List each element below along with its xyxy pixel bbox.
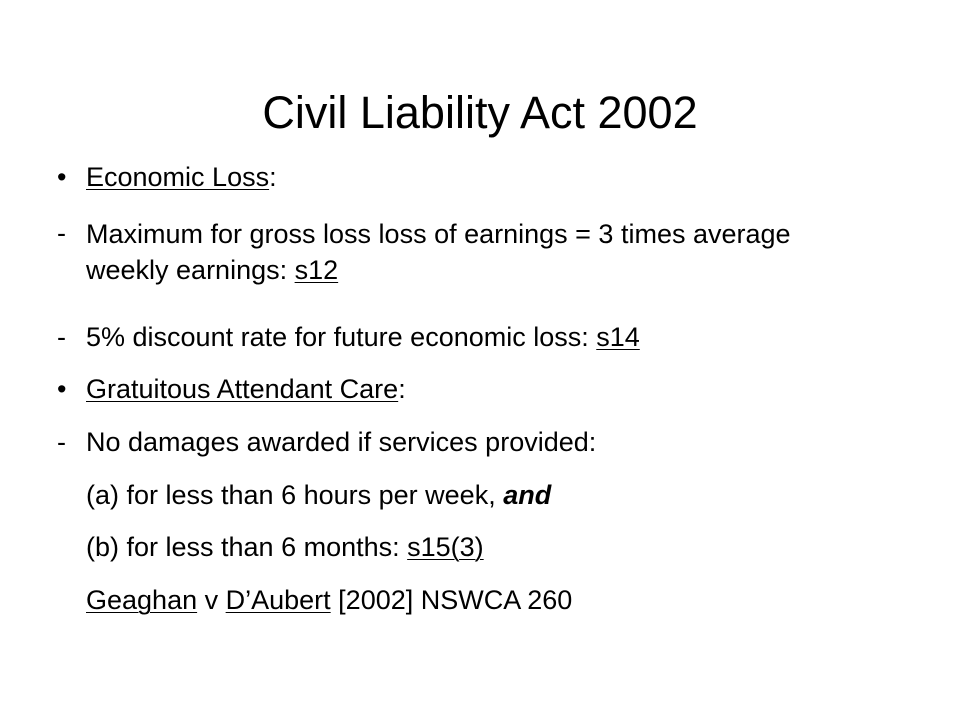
condition-b-text: (b) for less than 6 months: (86, 532, 408, 562)
max-gross-loss-text: Maximum for gross loss loss of earnings = 3 times average weekly earnings: (86, 219, 791, 285)
case-party-2: D’Aubert (225, 585, 331, 615)
gratuitous-care-item (86, 372, 406, 406)
slide-title: Civil Liability Act 2002 (262, 87, 698, 138)
gratuitous-care-heading: Gratuitous Attendant Care (86, 374, 399, 404)
case-reference: [2002] NSWCA 260 (330, 585, 573, 615)
dash-marker: - (57, 218, 66, 248)
condition-a-text: (a) for less than 6 hours per week, (86, 480, 504, 510)
dash-marker: - (57, 427, 66, 457)
dash-marker: - (57, 322, 66, 352)
bullet-marker: • (57, 374, 67, 404)
condition-b-item (86, 530, 484, 564)
case-party-1: Geaghan (86, 585, 198, 615)
case-citation (86, 583, 572, 617)
colon: : (269, 162, 277, 192)
condition-a-emphasis: and (503, 480, 552, 510)
discount-rate-text: 5% discount rate for future economic loss: (86, 322, 597, 352)
bullet-marker: • (57, 162, 67, 192)
max-gross-loss-item (86, 216, 866, 288)
no-damages-item: No damages awarded if services provided: (86, 427, 597, 457)
section-ref-s15-3: s15(3) (407, 532, 484, 562)
colon: : (398, 374, 406, 404)
economic-loss-item (86, 160, 277, 194)
discount-rate-item (86, 320, 640, 354)
section-ref-s14: s14 (596, 322, 640, 352)
case-versus: v (197, 585, 226, 615)
condition-a-item (86, 478, 551, 512)
section-ref-s12: s12 (294, 255, 339, 285)
economic-loss-heading: Economic Loss (86, 162, 270, 192)
